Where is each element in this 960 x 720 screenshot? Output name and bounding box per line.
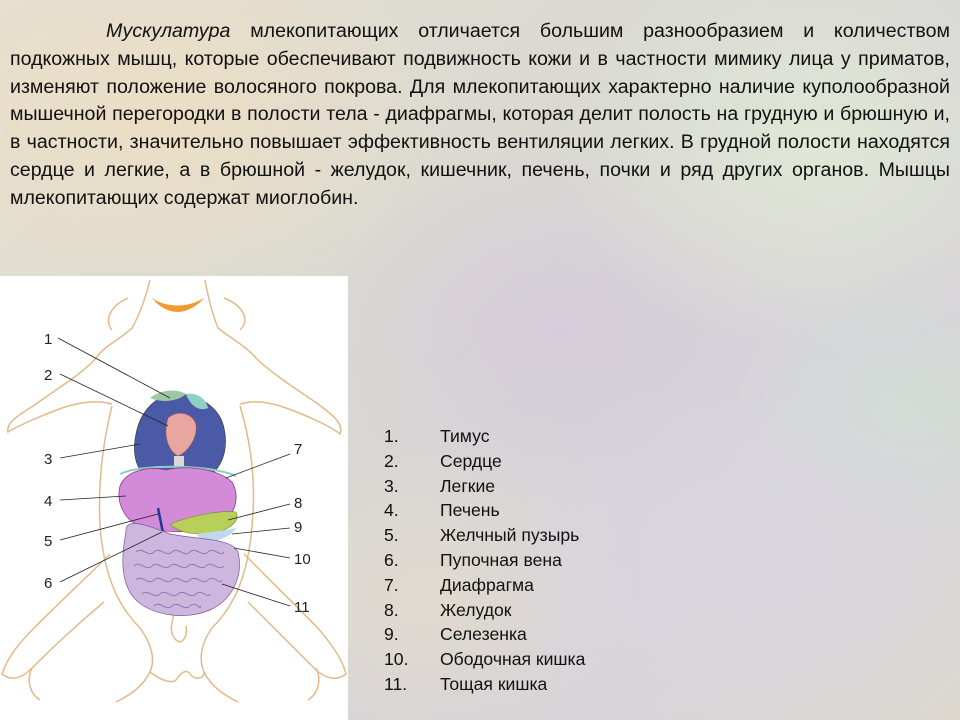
paragraph-lead-term: Мускулатура (106, 20, 231, 42)
legend-item (384, 449, 585, 474)
legend-number: 1. (384, 426, 399, 446)
legend-name: Желудок (440, 599, 512, 620)
anatomy-figure (0, 276, 348, 720)
organ-legend (384, 424, 585, 697)
legend-number: 9. (384, 624, 399, 645)
diagram-label-3: 3 (44, 451, 53, 468)
diagram-label-4: 4 (44, 493, 53, 510)
legend-item (384, 424, 585, 449)
legend-name: Тощая кишка (440, 673, 548, 694)
legend-number: 8. (384, 599, 399, 620)
diagram-label-9: 9 (294, 519, 303, 536)
diagram-label-1: 1 (44, 331, 53, 348)
legend-number: 11. (384, 673, 408, 694)
intro-paragraph (10, 18, 950, 213)
legend-name: Диафрагма (440, 574, 534, 595)
legend-name: Сердце (440, 450, 502, 471)
legend-number: 10. (384, 649, 409, 670)
legend-item (384, 622, 585, 647)
legend-number: 4. (384, 500, 399, 521)
paragraph-body: млекопитающих отличается большим разнообразием и количеством подкожных мышц, которые обеспечивают подвижность кожи и в частности мимику лица у приматов, изменяют положение волосяного покрова. Для млекопитающих характерно наличие куполообразной мышечной перегородки в полости тела - диафрагмы, которая делит полость на грудную и брюшную и, в частности, значительно повышает эффективность вентиляции легких. В грудной полости находятся сердце и легкие, а в брюшной - желудок, кишечник, печень, почки и ряд других органов. Мышцы млекопитающих содержат миоглобин. (10, 20, 950, 209)
diagram-label-2: 2 (44, 367, 53, 384)
legend-item (384, 672, 585, 697)
legend-item (384, 474, 585, 499)
mouth-shape (152, 298, 204, 312)
diagram-label-11: 11 (294, 599, 310, 616)
legend-number: 7. (384, 574, 399, 595)
diagram-label-8: 8 (294, 495, 303, 512)
legend-number: 5. (384, 525, 399, 546)
legend-item (384, 598, 585, 623)
legend-name: Печень (440, 500, 500, 521)
legend-name: Селезенка (440, 624, 527, 645)
legend-name: Ободочная кишка (440, 649, 586, 670)
legend-number: 2. (384, 450, 399, 471)
legend-name: Легкие (440, 475, 496, 496)
diagram-label-10: 10 (294, 551, 311, 568)
diagram-label-7: 7 (294, 441, 303, 458)
legend-name: Желчный пузырь (440, 525, 580, 546)
legend-item (384, 548, 585, 573)
legend-name: Пупочная вена (440, 549, 562, 570)
legend-item (384, 647, 585, 672)
diagram-label-6: 6 (44, 575, 53, 592)
legend-item (384, 523, 585, 548)
legend-number: 6. (384, 549, 399, 570)
legend-item (384, 573, 585, 598)
legend-item (384, 498, 585, 523)
legend-name: Тимус (440, 426, 490, 446)
diagram-label-5: 5 (44, 533, 53, 550)
legend-number: 3. (384, 475, 399, 496)
animal-anatomy-diagram (0, 276, 348, 720)
